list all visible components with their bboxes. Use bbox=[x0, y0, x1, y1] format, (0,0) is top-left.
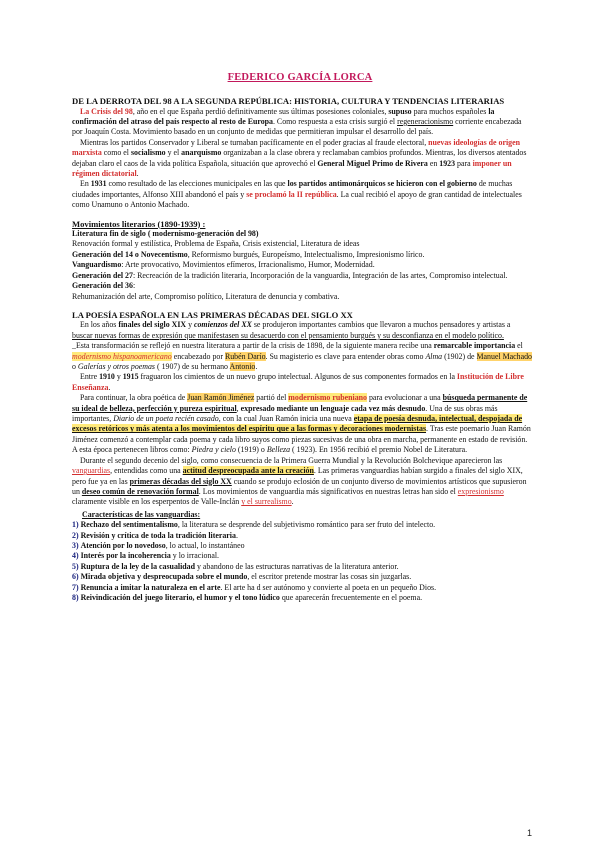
paragraph: Mientras los partidos Conservador y Liberal se turnaban pacíficamente en el poder gracias al fraude electoral, nuevas ideologías de origen marxista como el socialismo y el anarquismo organizaban a la clase obrera y reclamaban cambios profundos. Mientras, los diversos atentados dejaban claro el caos de la vida política Española, situación que aprovechó el General Miguel Primo de Rivera en 1923 para imponer un régimen dictatorial. bbox=[72, 137, 527, 178]
paragraph: La Crisis del 98, año en el que España perdió definitivamente sus últimas posesiones coloniales, supuso para muchos españoles la confirmación del atraso del país respecto al resto de Europa. Como respuesta a esta crisis surgió el regeneracionismo corriente encabezada por Joaquín Costa. Movimiento basado en un conjunto de medidas que permitieran impulsar el desarrollo del país. bbox=[72, 106, 522, 137]
document-body bbox=[72, 96, 532, 603]
list-item: Generación del 27: Recreación de la tradición literaria, Incorporación de la vanguardia, Integración de las artes, Compromiso intelectual. bbox=[72, 270, 508, 280]
characteristics-heading: Características de las vanguardias: bbox=[82, 509, 201, 519]
page-number: 1 bbox=[526, 828, 532, 838]
list-item: Generación del 14 o Novecentismo, Reformismo burgués, Europeísmo, Intelectualismo, Impresionismo lírico. bbox=[72, 249, 425, 259]
paragraph: En 1931 como resultado de las elecciones municipales en las que los partidos antimonárquicos se hicieron con el gobierno de muchas ciudades importantes, Alfonso XIII abandonó el país y se proclamó la II república. La cual recibió el apoyo de gran cantidad de intelectuales como Unamuno o Antonio Machado. bbox=[72, 179, 522, 210]
list-item: 2) Revisión y crítica de toda la tradición literaria. bbox=[72, 530, 238, 540]
list-item: Rehumanización del arte, Compromiso político, Literatura de denuncia y combativa. bbox=[72, 291, 340, 301]
section-heading-historia: DE LA DERROTA DEL 98 A LA SEGUNDA REPÚBLICA: HISTORIA, CULTURA Y TENDENCIAS LITERARIAS bbox=[72, 96, 505, 106]
list-item: 5) Ruptura de la ley de la casualidad y abandono de las estructuras narrativas de la literatura anterior. bbox=[72, 561, 399, 571]
list-item: 1) Rechazo del sentimentalismo, la literatura se desprende del subjetivismo romántico para ser fruto del intelecto. bbox=[72, 520, 436, 530]
paragraph: Para continuar, la obra poética de Juan Ramón Jiménez partió del modernismo rubeniano para evolucionar a una búsqueda permanente de su ideal de belleza, perfección y pureza espiritual, expresado mediante un lenguaje cada vez más desnudo. Una de sus obras más importantes, Diario de un poeta recién casado, con la cual Juan Ramón inicia una nueva etapa de poesía desnuda, intelectual, despojada de excesos retóricos y más atenta a los movimientos del espíritu que a las formas y decoraciones modernistas. Tras este poemario Juan Ramón Jiménez comenzó a contemplar cada poema y cada libro suyos como piezas sucesivas de una obra en marcha, permanente en estado de revisión. A esta época pertenecen libros como: Piedra y cielo (1919) o Belleza ( 1923). En 1956 recibió el premio Nobel de Literatura. bbox=[72, 393, 531, 455]
paragraph: En los años finales del siglo XIX y comienzos del XX se produjeron importantes cambios que llevaron a muchos pensadores y artistas a buscar nuevas formas de expresión que manifestasen su desacuerdo con el pensamiento burgués y su desconfianza en el modelo político. bbox=[72, 320, 511, 340]
list-item: 4) Interés por la incoherencia y lo irracional. bbox=[72, 551, 219, 561]
characteristics-list bbox=[72, 520, 532, 603]
list-item: 6) Mirada objetiva y despreocupada sobre el mundo, el escritor pretende mostrar las cosas sin juzgarlas. bbox=[72, 572, 412, 582]
list-item: 8) Reivindicación del juego literario, el humor y el tono lúdico que aparecerán frecuentemente en el poema. bbox=[72, 592, 423, 602]
paragraph: _Esta transformación se reflejó en nuestra literatura a partir de la crisis de 1898, de la siguiente manera recibe una remarcable importancia el modernismo hispanoamericano encabezado por Rubén Darío. Su magisterio es clave para entender obras como Alma (1902) de Manuel Machado o Galerías y otros poemas ( 1907) de su hermano Antonio. bbox=[72, 341, 532, 372]
section-heading-poesia: LA POESÍA ESPAÑOLA EN LAS PRIMERAS DÉCADAS DEL SIGLO XX bbox=[72, 309, 353, 320]
paragraph: Durante el segundo decenio del siglo, como consecuencia de la Primera Guerra Mundial y la Revolución Bolchevique aparecieron las vanguardias, entendidas como una actitud despreocupada ante la creación. Las primeras vanguardias habían surgido a finales del siglo XIX, pero fue ya en las primeras décadas del siglo XX cuando se produjo eclosión de un conjunto diverso de movimientos artísticos que supusieron un deseo común de renovación formal. Los movimientos de vanguardia más significativos en nuestras letras han sido el expresionismo claramente visible en los esperpentos de Valle-Inclán y el surrealismo. bbox=[72, 455, 527, 507]
list-item: Literatura fin de siglo ( modernismo-generación del 98) bbox=[72, 229, 259, 239]
list-item: 3) Atención por lo novedoso, lo actual, lo instantáneo bbox=[72, 540, 245, 550]
list-item: Generación del 36: bbox=[72, 281, 136, 291]
paragraph: Entre 1910 y 1915 fraguaron los cimientos de un nuevo grupo intelectual. Algunos de sus componentes formados en la Institución de Libre Enseñanza. bbox=[72, 372, 524, 392]
list-item: 7) Renuncia a imitar la naturaleza en el arte. El arte ha d ser autónomo y convierte al poeta en un pequeño Dios. bbox=[72, 582, 437, 592]
list-item: Renovación formal y estilística, Problema de España, Crisis existencial, Literatura de ideas bbox=[72, 239, 360, 249]
document-title: FEDERICO GARCÍA LORCA bbox=[227, 72, 373, 83]
list-item: Vanguardismo: Arte provocativo, Movimientos efímeros, Irracionalismo, Humor, Modernidad. bbox=[72, 260, 375, 270]
section-heading-movimientos: Movimientos literarios (1890-1939) : bbox=[72, 218, 206, 229]
